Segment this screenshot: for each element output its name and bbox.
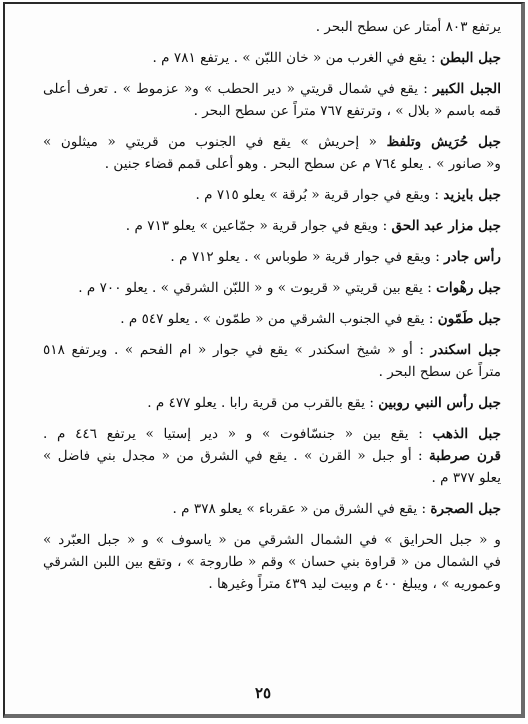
entry bbox=[43, 246, 501, 268]
entry bbox=[43, 308, 501, 330]
entry bbox=[43, 423, 501, 445]
entry bbox=[43, 184, 501, 206]
entry-line: و« صانور » . يعلو ٧٦٤ م عن سطح البحر . وهو أعلى قمم قضاء جنين . bbox=[104, 156, 501, 172]
entry-text: : يقع بالقرب من قرية رابا . يعلو ٤٧٧ م . bbox=[147, 395, 374, 411]
entry-text: « إحريش » يقع في الجنوب من قريتي « ميثلون » bbox=[43, 134, 377, 150]
entry-text: : يقع بين قريتي « قريوت » و « اللبّن الشرقي » . يعلو ٧٠٠ م . bbox=[78, 280, 432, 296]
entry-heading: جبل بايزيد bbox=[443, 187, 501, 203]
entry-line: قمه باسم « بلال » ، وترتفع ٧٦٧ متراً عن سطح البحر . bbox=[193, 103, 501, 119]
entry bbox=[43, 392, 501, 414]
entry bbox=[43, 498, 501, 520]
entry-text: : يقع في شمال قريتي « دير الحطب » و« عزموط » . تعرف أعلى bbox=[43, 81, 428, 97]
entry-line: في الشمال من « قراوة بني حسان » وقم « طاروجة » ، وتقع بين اللبن الشرقي bbox=[43, 554, 501, 570]
entry bbox=[43, 78, 501, 122]
entry-line: يرتفع ٨٠٣ أمتار عن سطح البحر . bbox=[315, 19, 501, 35]
entry-line: متراً عن سطح البحر . bbox=[378, 364, 501, 380]
entry-text: : يقع في الشرق من « عقرباء » يعلو ٣٧٨ م . bbox=[172, 501, 427, 517]
entry-text: : يقع بين « جنسّافوت » و « دير إستيا » يرتفع ٤٤٦ م . bbox=[43, 426, 423, 442]
entry-heading: جبل رأس النبي روبين bbox=[378, 395, 501, 411]
entry-line: يعلو ٣٧٧ م . bbox=[431, 470, 501, 486]
entry-heading: رأس جادر bbox=[444, 249, 501, 265]
page-body bbox=[43, 16, 501, 595]
entry-heading: جبل الصجرة bbox=[430, 501, 501, 517]
entry-heading: جبل حُرَيش وتلفظ bbox=[386, 134, 501, 150]
document-page bbox=[3, 2, 525, 718]
entry bbox=[43, 215, 501, 237]
entry bbox=[43, 47, 501, 69]
entry-text: : ويقع في جوار قرية « بُرقة » يعلو ٧١٥ م . bbox=[195, 187, 439, 203]
entry-line: وعموريه » ، ويبلغ ٤٠٠ م وبيت ليد ٤٣٩ متراً وغيرها . bbox=[208, 576, 501, 592]
entry bbox=[43, 277, 501, 299]
entry-heading: الجبل الكبير bbox=[433, 81, 501, 97]
entry-heading: جبل مزار عبد الحق bbox=[391, 218, 501, 234]
entry-text: : أو جبل « القرن » . يقع في الشرق من « مجدل بني فاضل » bbox=[43, 448, 423, 464]
entry-text: : ويقع في جوار قرية « طوباس » . يعلو ٧١٢ م . bbox=[170, 249, 440, 265]
entry-text: : يقع في الجنوب الشرقي من « طمّون » . يعلو ٥٤٧ م . bbox=[120, 311, 434, 327]
entry-text: : ويقع في جوار قرية « جمّاعين » يعلو ٧١٣ م . bbox=[125, 218, 388, 234]
entry-text: : أو « شيخ اسكندر » يقع في جوار « ام الفحم » . ويرتفع ٥١٨ bbox=[43, 342, 424, 358]
page-number: ٢٥ bbox=[254, 684, 272, 702]
entry-heading: قرن صرطبة bbox=[428, 448, 501, 464]
entry-heading: جبل رهْوات bbox=[436, 280, 501, 296]
entry-text: : يقع في الغرب من « خان اللبّن » . يرتفع ٧٨١ م . bbox=[152, 50, 436, 66]
entry-heading: جبل اسكندر bbox=[430, 342, 501, 358]
entry bbox=[43, 445, 501, 489]
entry bbox=[43, 16, 501, 38]
entry bbox=[43, 131, 501, 175]
entry-heading: جبل الذهب bbox=[432, 426, 501, 442]
entry-line: و « جبل الحرايق » في الشمال الشرقي من « ياسوف » و « جبل العبّرد » bbox=[43, 532, 501, 548]
entry-heading: جبل البطن bbox=[439, 50, 501, 66]
entry bbox=[43, 529, 501, 595]
entry bbox=[43, 339, 501, 383]
entry-heading: جبل طَمّون bbox=[437, 311, 501, 327]
